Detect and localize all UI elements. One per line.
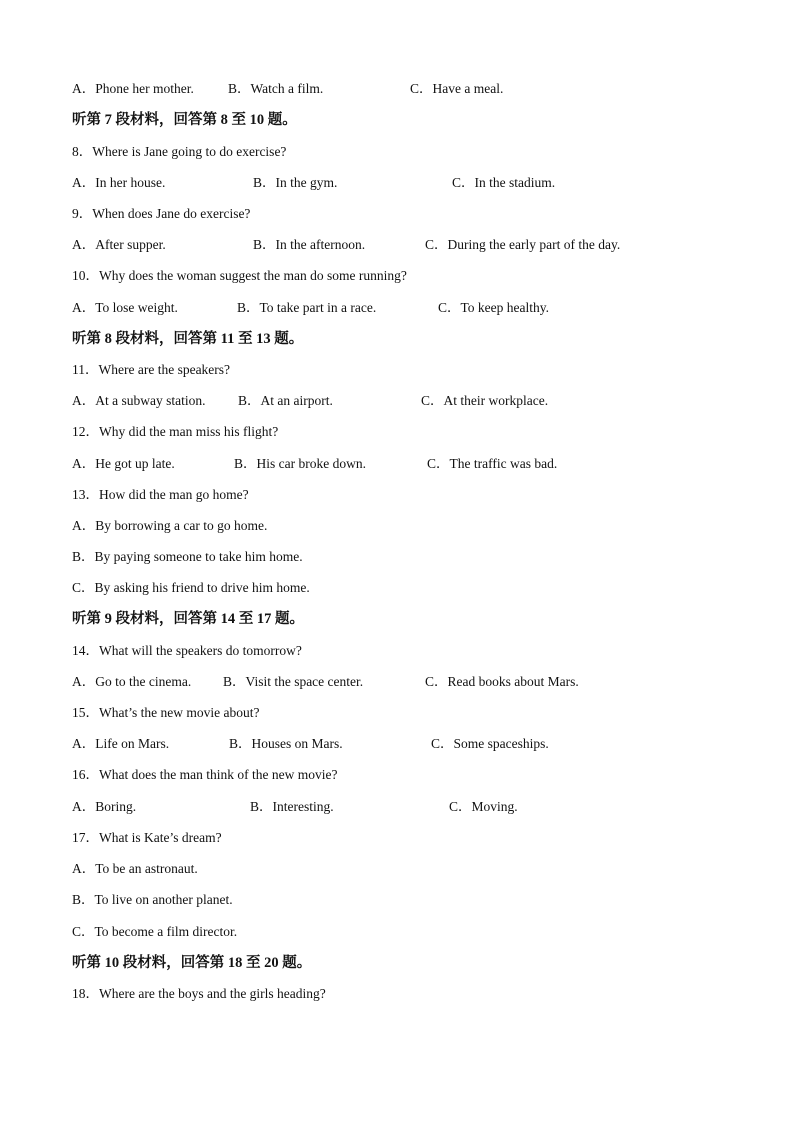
question-14: 14．What will the speakers do tomorrow?: [72, 643, 302, 658]
question-12: 12．Why did the man miss his flight?: [72, 424, 279, 439]
option-c: C．Have a meal.: [410, 81, 504, 96]
option-c: C．In the stadium.: [452, 175, 556, 190]
option-c: C．By asking his friend to drive him home.: [72, 580, 310, 595]
option-a: A．Boring.: [72, 799, 137, 814]
option-b: B．Watch a film.: [228, 81, 324, 96]
option-c: C．To become a film director.: [72, 924, 238, 939]
option-a: A．To lose weight.: [72, 300, 178, 315]
option-b: B．Interesting.: [250, 799, 334, 814]
question-16: 16．What does the man think of the new movie?: [72, 767, 338, 782]
option-b: B．To take part in a race.: [237, 300, 377, 315]
option-c: C．Moving.: [449, 799, 518, 814]
question-18: 18．Where are the boys and the girls heading?: [72, 986, 326, 1001]
option-a: A．By borrowing a car to go home.: [72, 518, 268, 533]
question-10: 10．Why does the woman suggest the man do some running?: [72, 268, 407, 283]
question-8: 8．Where is Jane going to do exercise?: [72, 144, 287, 159]
section-heading-10: 听第 10 段材料，回答第 18 至 20 题。: [72, 955, 312, 971]
option-b: B．In the gym.: [253, 175, 338, 190]
option-a: A．In her house.: [72, 175, 166, 190]
question-9: 9．When does Jane do exercise?: [72, 206, 251, 221]
option-c: C．Read books about Mars.: [425, 674, 579, 689]
option-c: C．During the early part of the day.: [425, 237, 621, 252]
question-15: 15．What’s the new movie about?: [72, 705, 260, 720]
option-a: A．After supper.: [72, 237, 166, 252]
option-a: A．Go to the cinema.: [72, 674, 192, 689]
option-b: B．In the afternoon.: [253, 237, 366, 252]
option-c: C．At their workplace.: [421, 393, 549, 408]
option-a: A．Phone her mother.: [72, 81, 194, 96]
option-b: B．Visit the space center.: [223, 674, 364, 689]
option-a: A．To be an astronaut.: [72, 861, 198, 876]
option-b: B．At an airport.: [238, 393, 333, 408]
question-17: 17．What is Kate’s dream?: [72, 830, 222, 845]
option-b: B．His car broke down.: [234, 456, 366, 471]
option-a: A．He got up late.: [72, 456, 175, 471]
option-a: A．At a subway station.: [72, 393, 206, 408]
section-heading-8: 听第 8 段材料，回答第 11 至 13 题。: [72, 331, 304, 347]
option-c: C．The traffic was bad.: [427, 456, 558, 471]
section-heading-7: 听第 7 段材料，回答第 8 至 10 题。: [72, 112, 297, 128]
option-b: B．To live on another planet.: [72, 892, 233, 907]
question-11: 11．Where are the speakers?: [72, 362, 231, 377]
option-c: C．To keep healthy.: [438, 300, 550, 315]
option-b: B．By paying someone to take him home.: [72, 549, 303, 564]
option-c: C．Some spaceships.: [431, 736, 549, 751]
option-b: B．Houses on Mars.: [229, 736, 343, 751]
section-heading-9: 听第 9 段材料，回答第 14 至 17 题。: [72, 611, 304, 627]
question-13: 13．How did the man go home?: [72, 487, 249, 502]
option-a: A．Life on Mars.: [72, 736, 170, 751]
